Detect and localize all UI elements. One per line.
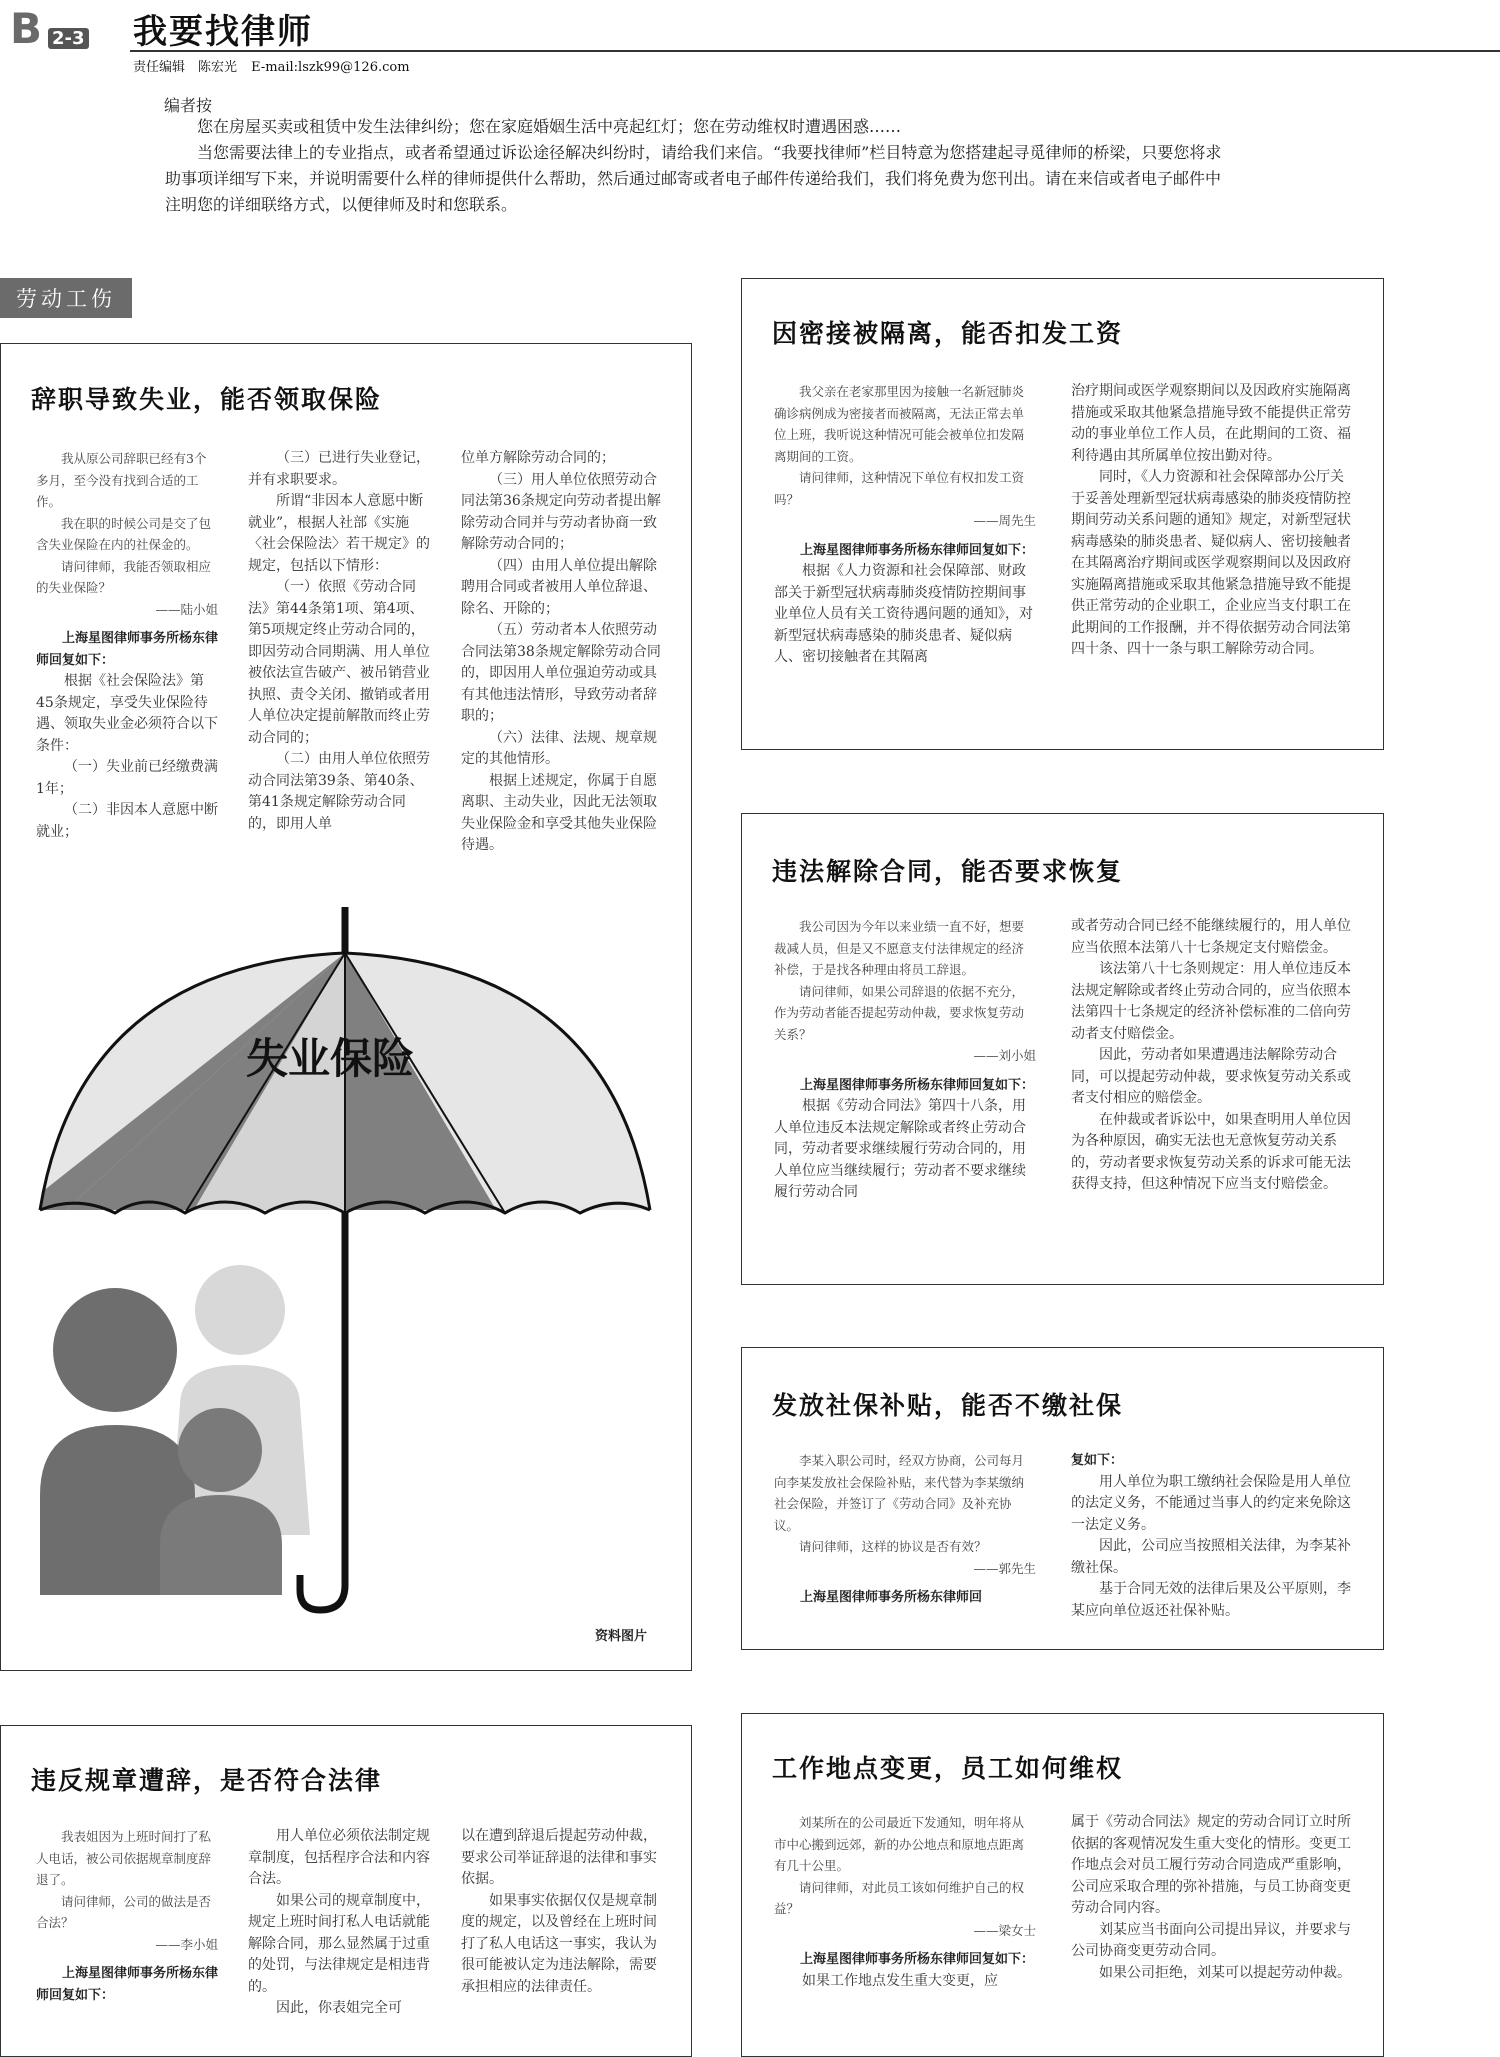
article-title: 因密接被隔离，能否扣发工资 — [772, 319, 1124, 348]
editor-email[interactable]: E-mail:lszk99@126.com — [251, 60, 410, 75]
article-workplace-change — [741, 1713, 1384, 2057]
article-column-2 — [1071, 1450, 1353, 1622]
question-text: 请问律师，对此员工该如何维护自己的权益？ — [774, 1879, 1025, 1916]
reply-text: 因此，你表姐完全可 — [276, 2000, 402, 2016]
question-text: 我在职的时候公司是交了包含失业保险在内的社保金的。 — [36, 515, 212, 552]
question-text: 我表姐因为上班时间打了私人电话，被公司依据规章制度辞退了。 — [36, 1829, 212, 1887]
reply-text: 治疗期间或医学观察期间以及因政府实施隔离措施或采取其他紧急措施导致不能提供正常劳动的事业单位工作人员，在此期间的工资、福利待遇由其所属单位按出勤对待。 — [1071, 383, 1351, 464]
lawyer-reply-heading: 上海星图律师事务所杨东律师回复如下： — [36, 1966, 219, 2003]
reply-text: （五）劳动者本人依照劳动合同法第38条规定解除劳动合同的，即因用人单位强迫劳动或具有其他违法情形，导致劳动者辞职的； — [461, 622, 661, 724]
article-column-2 — [1071, 916, 1353, 1196]
article-column-1 — [774, 1450, 1036, 1609]
reply-text: 以在遭到辞退后提起劳动仲裁，要求公司举证辞退的法律和事实依据。 — [461, 1828, 657, 1887]
signature: ——李小姐 — [155, 1936, 218, 1952]
reply-text: 同时，《人力资源和社会保障部办公厅关于妥善处理新型冠状病毒感染的肺炎疫情防控期间劳动关系问题的通知》规定，对新型冠状病毒感染的肺炎患者、疑似病人、密切接触者在其隔离治疗期间或医学观察期间以及因政府实施隔离措施或采取其他紧急措施导致不能提供正常劳动的企业职工，企业应当支付职工在此期间的工作报酬，并不得依据劳动合同法第四十条、四十一条与职工解除劳动合同。 — [1071, 469, 1351, 657]
lawyer-reply-heading: 上海星图律师事务所杨东律师回 — [800, 1590, 983, 1605]
article-column-3 — [461, 1826, 661, 1998]
reply-text: 所谓“非因本人意愿中断就业”，根据人社部《实施〈社会保险法〉若干规定》的规定，包括以下情形： — [248, 493, 430, 574]
reply-text: （四）由用人单位提出解除聘用合同或者被用人单位辞退、除名、开除的； — [461, 557, 657, 617]
image-caption: 资料图片 — [595, 1629, 648, 1644]
reply-text: 如果公司的规章制度中，规定上班时间打私人电话就能解除合同，那么显然属于过重的处罚，与法律规定是相违背的。 — [248, 1892, 430, 1995]
article-column-2 — [1071, 381, 1353, 661]
lawyer-reply-heading: 上海星图律师事务所杨东律师回复如下： — [800, 1077, 1035, 1093]
question-text: 请问律师，我能否领取相应的失业保险？ — [36, 558, 212, 595]
reply-text: 属于《劳动合同法》规定的劳动合同订立时所依据的客观情况发生重大变化的情形。变更工作地点会对员工履行劳动合同造成严重影响，公司应采取合理的弥补措施，与员工协商变更劳动合同内容。 — [1071, 1814, 1351, 1916]
question-text: 请问律师，这种情况下单位有权扣发工资吗？ — [774, 470, 1025, 507]
reply-text: 该法第八十七条则规定：用人单位违反本法规定解除或者终止劳动合同的，应当依照本法第四十七条规定的经济补偿标准的二倍向劳动者支付赔偿金。 — [1071, 961, 1351, 1042]
editor-credit: 责任编辑 陈宏光 — [133, 60, 238, 75]
question-text: 请问律师，如果公司辞退的依据不充分，作为劳动者能否提起劳动仲裁，要求恢复劳动关系？ — [774, 983, 1025, 1042]
question-text: 请问律师，这样的协议是否有效？ — [799, 1539, 987, 1554]
article-social-insurance-subsidy — [741, 1347, 1384, 1650]
reply-text: 根据《社会保险法》第45条规定，享受失业保险待遇、领取失业金必须符合以下条件： — [36, 673, 218, 754]
article-title: 发放社保补贴，能否不缴社保 — [772, 1391, 1124, 1420]
reply-text: 如果工作地点发生重大变更，应 — [802, 1972, 998, 1989]
lawyer-reply-heading: 复如下： — [1071, 1453, 1124, 1468]
signature: ——郭先生 — [973, 1560, 1036, 1576]
header-rule — [130, 50, 1500, 52]
article-title: 违法解除合同，能否要求恢复 — [772, 857, 1124, 886]
reply-text: （三）用人单位依照劳动合同法第36条规定向劳动者提出解除劳动合同并与劳动者协商一致解除劳动合同的； — [461, 471, 661, 552]
reply-text: 如果公司拒绝，刘某可以提起劳动仲裁。 — [1099, 1964, 1351, 1981]
reply-text: （二）由用人单位依照劳动合同法第39条、第40条、第41条规定解除劳动合同的，即用人单 — [248, 751, 430, 832]
article-illegal-termination — [741, 813, 1384, 1285]
question-text: 刘某所在的公司最近下发通知，明年将从市中心搬到远郊，新的办公地点和原地点距离有几十公里。 — [774, 1815, 1025, 1873]
reply-text: （二）非因本人意愿中断就业； — [36, 802, 218, 840]
article-quarantine-wages — [741, 278, 1384, 750]
article-rules-dismissal — [0, 1725, 692, 2057]
article-title: 工作地点变更，员工如何维权 — [772, 1754, 1124, 1783]
reply-text: 刘某应当书面向公司提出异议，并要求与公司协商变更劳动合同。 — [1071, 1921, 1351, 1959]
signature: ——刘小姐 — [973, 1048, 1036, 1063]
reply-text: （一）依照《劳动合同法》第44条第1项、第4项、第5项规定终止劳动合同的，即因劳动合同期满、用人单位被依法宣告破产、被吊销营业执照、责令关闭、撤销或者用人单位决定提前解散而终止劳动合同的； — [248, 579, 430, 746]
article-column-1 — [774, 1812, 1036, 1992]
signature: ——周先生 — [973, 513, 1036, 528]
article-title: 违反规章遭辞，是否符合法律 — [31, 1766, 383, 1795]
reply-text: （六）法律、法规、规章规定的其他情形。 — [461, 729, 657, 767]
reply-text: 在仲裁或者诉讼中，如果查明用人单位因为各种原因，确实无法也无意恢复劳动关系的，劳动者要求恢复劳动关系的诉求可能无法获得支持，但这种情况下应当支付赔偿金。 — [1071, 1111, 1351, 1192]
question-text: 李某入职公司时，经双方协商，公司每月向李某发放社会保险补贴，来代替为李某缴纳社会保险，并签订了《劳动合同》及补充协议。 — [774, 1453, 1025, 1533]
article-column-2 — [1071, 1812, 1353, 1984]
page-code: B — [10, 4, 41, 53]
article-title: 辞职导致失业，能否领取保险 — [31, 385, 383, 414]
article-column-3 — [461, 448, 661, 857]
page-code-sub: 2-3 — [48, 28, 89, 49]
question-text: 请问律师，公司的做法是否合法？ — [36, 1893, 212, 1930]
reply-text: 根据上述规定，你属于自愿离职、主动失业，因此无法领取失业保险金和享受其他失业保险待遇。 — [461, 772, 657, 853]
header-meta — [133, 56, 420, 75]
reply-text: 用人单位必须依法制定规章制度，包括程序合法和内容合法。 — [248, 1828, 430, 1887]
reply-text: （三）已进行失业登记，并有求职要求。 — [248, 450, 430, 488]
reply-text: 基于合同无效的法律后果及公平原则，李某应向单位返还社保补贴。 — [1071, 1581, 1351, 1619]
article-column-1 — [774, 916, 1036, 1204]
signature: ——梁女士 — [973, 1922, 1036, 1938]
editor-note-paragraph-1: 您在房屋买卖或租赁中发生法律纠纷；您在家庭婚姻生活中亮起红灯；您在劳动维权时遭遇困惑…… — [197, 117, 902, 136]
reply-text: 用人单位为职工缴纳社会保险是用人单位的法定义务，不能通过当事人的约定来免除这一法定义务。 — [1071, 1473, 1351, 1533]
question-text: 我从原公司辞职已经有3个多月，至今没有找到合适的工作。 — [36, 451, 207, 509]
article-column-2 — [248, 448, 430, 835]
category-tag: 劳动工伤 — [0, 278, 132, 318]
umbrella-illustration — [20, 895, 660, 1625]
reply-text: 或者劳动合同已经不能继续履行的，用人单位应当依照本法第八十七条规定支付赔偿金。 — [1071, 918, 1351, 956]
section-title: 我要找律师 — [133, 12, 313, 52]
lawyer-reply-heading: 上海星图律师事务所杨东律师回复如下： — [36, 631, 219, 668]
question-text: 我父亲在老家那里因为接触一名新冠肺炎确诊病例成为密接者而被隔离，无法正常去单位上班，我听说这种情况可能会被单位扣发隔离期间的工资。 — [774, 384, 1025, 464]
lawyer-reply-heading: 上海星图律师事务所杨东律师回复如下： — [800, 542, 1035, 558]
reply-text: 根据《人力资源和社会保障部、财政部关于新型冠状病毒肺炎疫情防控期间事业单位人员有关工资待遇问题的通知》，对新型冠状病毒感染的肺炎患者、疑似病人、密切接触者在其隔离 — [774, 563, 1033, 665]
family-figures — [40, 1265, 310, 1595]
lawyer-reply-heading: 上海星图律师事务所杨东律师回复如下： — [800, 1952, 1035, 1967]
question-text: 我公司因为今年以来业绩一直不好，想要裁减人员，但是又不愿意支付法律规定的经济补偿，于是找各种理由将员工辞退。 — [774, 919, 1025, 977]
reply-text: 因此，公司应当按照相关法律，为李某补缴社保。 — [1071, 1538, 1351, 1576]
reply-text: 因此，劳动者如果遭遇违法解除劳动合同，可以提起劳动仲裁，要求恢复劳动关系或者支付相应的赔偿金。 — [1071, 1047, 1351, 1106]
reply-text: 如果事实依据仅仅是规章制度的规定，以及曾经在上班时间打了私人电话这一事实，我认为很可能被认定为违法解除，需要承担相应的法律责任。 — [461, 1892, 657, 1995]
article-column-1 — [36, 448, 218, 843]
reply-text: （一）失业前已经缴费满1年； — [36, 759, 218, 797]
article-column-1 — [774, 381, 1036, 669]
article-column-2 — [248, 1826, 430, 2020]
reply-text: 位单方解除劳动合同的； — [461, 450, 615, 466]
editor-note-heading: 编者按 — [164, 96, 213, 115]
article-column-1 — [36, 1826, 218, 2006]
reply-text: 根据《劳动合同法》第四十八条，用人单位违反本法规定解除或者终止劳动合同，劳动者要求继续履行劳动合同的，用人单位应当继续履行；劳动者不要求继续履行劳动合同 — [774, 1098, 1026, 1200]
editor-note-paragraph-2: 当您需要法律上的专业指点，或者希望通过诉讼途径解决纠纷时，请给我们来信。“我要找律师”栏目特意为您搭建起寻觅律师的桥梁，只要您将求助事项详细写下来，并说明需要什么样的律师提供什么帮助，然后通过邮寄或者电子邮件传递给我们，我们将免费为您刊出。请在来信或者电子邮件中注明您的详细联络方式，以便律师及时和您联系。 — [165, 143, 1222, 214]
signature: ——陆小姐 — [155, 601, 218, 617]
umbrella-label: 失业保险 — [245, 1034, 415, 1083]
